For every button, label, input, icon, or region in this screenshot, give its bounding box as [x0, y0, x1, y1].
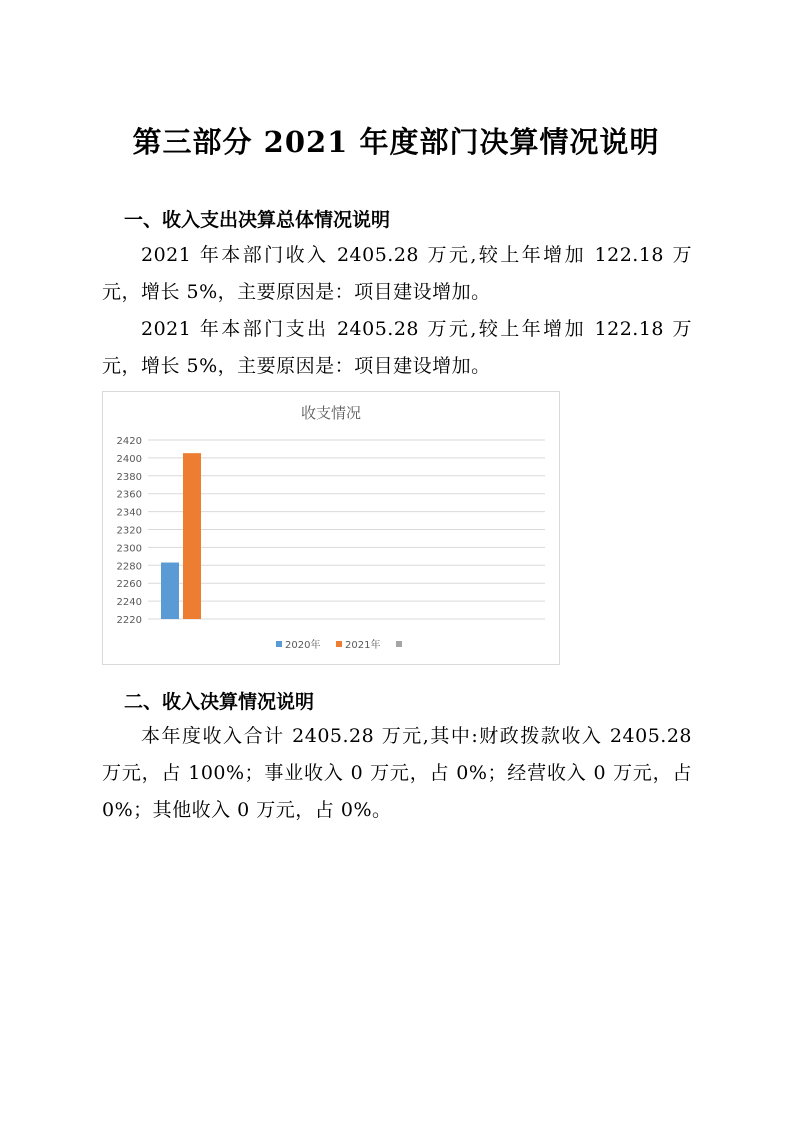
legend-swatch	[396, 641, 402, 647]
bar-2020年	[161, 563, 179, 619]
section-1-heading: 一、收入支出决算总体情况说明	[124, 209, 391, 231]
section-1-paragraph-expense: 2021 年本部门支出 2405.28 万元,较上年增加 122.18 万元，增长 5%，主要原因是：项目建设增加。	[102, 318, 692, 377]
chart-legend	[276, 638, 402, 651]
legend-swatch	[336, 641, 342, 647]
y-tick-label: 2220	[116, 615, 142, 626]
section-2-heading: 二、收入决算情况说明	[124, 691, 315, 713]
income-expense-chart	[102, 391, 560, 665]
y-tick-label: 2240	[116, 597, 142, 609]
y-tick-label: 2320	[116, 525, 142, 537]
chart-y-axis-ticks	[117, 436, 142, 626]
y-tick-label: 2360	[116, 489, 142, 501]
y-tick-label: 2380	[116, 471, 142, 483]
bar-2021年	[183, 453, 201, 619]
legend-label: 2020年	[285, 640, 321, 651]
chart-canvas	[103, 392, 559, 664]
y-tick-label: 2400	[116, 453, 142, 465]
section-1-paragraph-income: 2021 年本部门收入 2405.28 万元,较上年增加 122.18 万元，增长 5%，主要原因是：项目建设增加。	[102, 244, 692, 303]
chart-bars	[161, 453, 201, 619]
chart-gridlines	[148, 440, 545, 619]
chart-title: 收支情况	[300, 404, 362, 422]
y-tick-label: 2300	[116, 543, 142, 555]
legend-label: 2021年	[345, 640, 381, 651]
y-tick-label: 2420	[116, 436, 142, 447]
y-tick-label: 2280	[116, 561, 142, 573]
y-tick-label: 2260	[116, 579, 142, 591]
section-2-paragraph: 本年度收入合计 2405.28 万元,其中:财政拨款收入 2405.28 万元，占 100%；事业收入 0 万元，占 0%；经营收入 0 万元，占 0%；其他收入 0 万元，占 0%。	[102, 725, 692, 821]
y-tick-label: 2340	[116, 507, 142, 519]
legend-swatch	[276, 641, 282, 647]
page-title: 第三部分 2021 年度部门决算情况说明	[132, 125, 660, 159]
